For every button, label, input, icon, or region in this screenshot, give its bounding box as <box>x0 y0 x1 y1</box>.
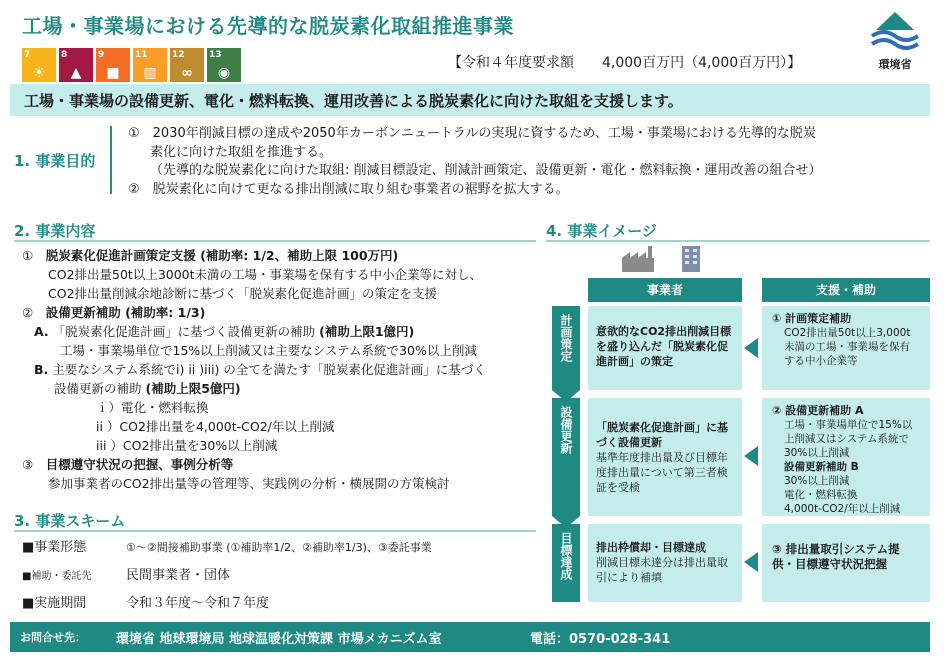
sdg-8-icon: 8 ▲ <box>59 48 93 82</box>
item-text: 参加事業者のCO2排出量等の管理等、実践例の分析・横展開の方策検討 <box>48 476 450 491</box>
sdg-9-icon: 9 ■ <box>96 48 130 82</box>
sub-text: 工場・事業場単位で15%以上削減又は主要なシステム系統で30%以上削減 <box>60 343 477 358</box>
page-title: 工場・事業場における先導的な脱炭素化取組推進事業 <box>22 14 514 38</box>
factory-icons <box>620 244 703 278</box>
budget-request: 【令和４年度要求額 4,000百万円（4,000百万円）】 <box>448 55 802 71</box>
sub-text: 主要なシステム系統でi) ii )iii) の全てを満たす「脱炭素化促進計画」に基づく <box>52 362 486 377</box>
content-body <box>22 246 522 493</box>
support-line: 4,000t-CO2/年以上削減 <box>784 503 901 515</box>
scheme-label: ■補助・委託先 <box>22 571 92 582</box>
business-step-title: 排出枠償却・目標達成 <box>596 541 706 554</box>
banner-text: 工場・事業場の設備更新、電化・燃料転換、運用改善による脱炭素化に向けた取組を支援します。 <box>24 92 683 110</box>
support-title: ① 計画策定補助 <box>772 312 852 325</box>
support-equipment <box>762 398 930 516</box>
sdg-7-icon: 7 ☀ <box>22 48 56 82</box>
support-arrow <box>744 446 758 466</box>
business-step-body: 基準年度排出量及び目標年度排出量について第三者検証を受検 <box>596 451 728 494</box>
sub-cap: (補助上限1億円) <box>319 324 415 339</box>
stage-label: 設備更新 <box>559 406 573 454</box>
sdg-11-icon: 11 ▥ <box>133 48 167 82</box>
sdg-icons <box>22 48 241 82</box>
scheme-label: ■事業形態 <box>22 540 87 555</box>
purpose-line: ② 脱炭素化に向けて更なる排出削減に取り組む事業者の裾野を拡大する。 <box>128 181 569 197</box>
criteria-item: ii ）CO2排出量を4,000t-CO2/年以上削減 <box>96 419 335 434</box>
sub-label: A. <box>34 324 49 339</box>
sub-cap: (補助上限5億円) <box>145 381 241 396</box>
purpose-text <box>128 125 928 199</box>
contact-org: 環境省 地球環境局 地球温暖化対策課 市場メカニズム室 <box>116 632 442 647</box>
item-text: CO2排出量50t以上3000t未満の工場・事業場を保有する中小企業等に対し、 <box>48 267 483 282</box>
ministry-logo-icon <box>864 10 926 50</box>
item-number: ① <box>22 248 34 263</box>
scheme-value: 令和３年度～令和７年度 <box>126 596 270 611</box>
scheme-label: ■実施期間 <box>22 596 87 611</box>
image-heading-rule <box>546 240 930 242</box>
summary-banner <box>10 84 930 116</box>
stage-equipment <box>552 398 580 516</box>
sub-text: 設備更新の補助 <box>54 381 142 396</box>
stage-label: 計画策定 <box>559 314 573 362</box>
purpose-line: （先導的な脱炭素化に向けた取組: 削減目標設定、削減計画策定、設備更新・電化・燃料転換・運用改善の組合せ） <box>150 163 822 178</box>
scheme-value: ①～②間接補助事業 (①補助率1/2、②補助率1/3)、③委託事業 <box>126 541 432 554</box>
support-body: 工場・事業場単位で15%以上削減又はシステム系統で30%以上削減 <box>784 419 913 459</box>
support-line: 30%以上削減 <box>784 475 850 487</box>
criteria-item: ｉ）電化・燃料転換 <box>96 400 209 415</box>
support-arrow <box>744 552 758 572</box>
business-step-equipment <box>588 398 742 516</box>
stage-label: 目標達成 <box>559 532 573 580</box>
support-goal: ③ 排出量取引システム提供・目標遵守状況把握 <box>762 524 930 602</box>
stage-planning <box>552 306 580 390</box>
sdg-12-icon: 12 ∞ <box>170 48 204 82</box>
item-title: 目標遵守状況の把握、事例分析等 <box>45 457 234 472</box>
ministry-logo <box>864 10 926 72</box>
item-number: ② <box>22 305 34 320</box>
contact-footer <box>10 622 930 652</box>
purpose-line: 素化に向けた取組を推進する。 <box>150 144 333 160</box>
factory-icon <box>620 244 656 274</box>
column-header-support: 支援・補助 <box>762 278 930 302</box>
office-building-icon <box>679 244 703 274</box>
support-title: ② 設備更新補助 A <box>772 404 864 417</box>
support-arrow <box>744 338 758 358</box>
criteria-item: iii ）CO2排出量を30%以上削減 <box>96 438 278 453</box>
purpose-heading: 1. 事業目的 <box>14 152 96 170</box>
content-heading-rule <box>14 240 536 242</box>
image-heading: 4. 事業イメージ <box>546 222 657 240</box>
sdg-13-icon: 13 ◉ <box>207 48 241 82</box>
business-step-body: 削減目標未達分は排出量取引により補填 <box>596 556 728 584</box>
business-step-title: 「脱炭素化促進計画」に基づく設備更新 <box>596 421 728 449</box>
column-header-business: 事業者 <box>588 278 742 302</box>
business-step-goal <box>588 524 742 602</box>
business-step-planning: 意欲的なCO2排出削減目標を盛り込んだ「脱炭素化促進計画」の策定 <box>588 306 742 390</box>
item-number: ③ <box>22 457 34 472</box>
support-body: CO2排出量50t以上3,000t未満の工場・事業場を保有する中小企業等 <box>784 327 911 367</box>
contact-label: お問合せ先： <box>20 631 86 644</box>
purpose-divider <box>110 126 112 194</box>
item-title: 脱炭素化促進計画策定支援 (補助率: 1/2、補助上限 100万円) <box>45 248 399 263</box>
content-heading: 2. 事業内容 <box>14 222 96 240</box>
stage-goal <box>552 524 580 602</box>
item-text: CO2排出量削減余地診断に基づく「脱炭素化促進計画」の策定を支援 <box>48 286 438 301</box>
contact-phone[interactable]: 電話：0570-028-341 <box>530 632 671 647</box>
sub-text: 「脱炭素化促進計画」に基づく設備更新の補助 <box>52 324 316 339</box>
sub-label: B. <box>34 362 49 377</box>
support-line: 電化・燃料転換 <box>784 489 858 501</box>
scheme-heading-rule <box>14 530 536 532</box>
purpose-line: ① 2030年削減目標の達成や2050年カーボンニュートラルの実現に資するため、工場・事業場における先導的な脱炭 <box>128 126 816 141</box>
scheme-value: 民間事業者・団体 <box>126 568 231 583</box>
support-subtitle: 設備更新補助 B <box>784 461 859 473</box>
logo-label: 環境省 <box>878 58 912 71</box>
item-title: 設備更新補助 (補助率: 1/3) <box>45 305 206 320</box>
scheme-heading: 3. 事業スキーム <box>14 512 126 530</box>
support-planning <box>762 306 930 390</box>
